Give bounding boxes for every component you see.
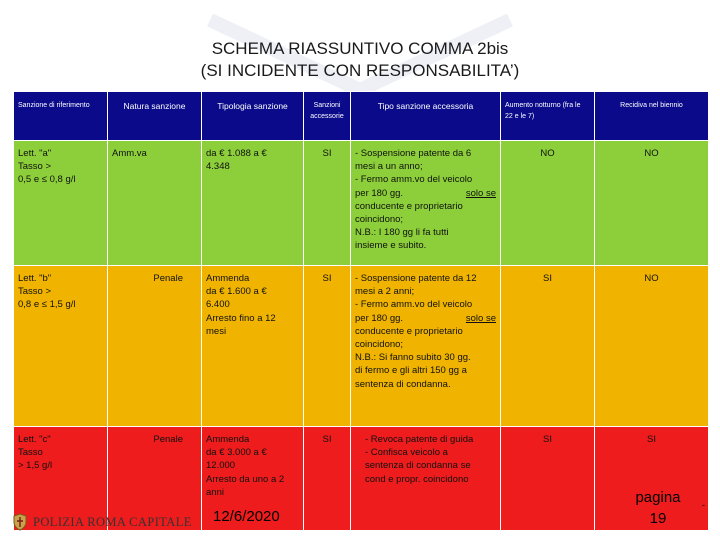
- rif-line: Lett. "a": [18, 148, 52, 159]
- tipologia-line: da € 1.088 a €: [206, 148, 267, 159]
- rif-line: Lett. "c": [18, 434, 51, 445]
- tipologia-line: Ammenda: [206, 273, 250, 284]
- tipo-line: conducente e proprietario: [355, 200, 463, 212]
- header-accessorie: [304, 92, 351, 141]
- title-line-2: (SI INCIDENTE CON RESPONSABILITA’): [200, 61, 520, 80]
- pagina-label: pagina: [635, 489, 681, 506]
- tipologia-line: mesi: [206, 325, 227, 337]
- cell-natura: Penale: [108, 427, 202, 531]
- rif-line: Tasso: [18, 447, 43, 459]
- tipo-line: N.B.: I 180 gg li fa tutti: [355, 227, 449, 239]
- header-tipo-accessoria: Tipo sanzione accessoria: [351, 92, 501, 141]
- rif-line: Lett. "b": [18, 273, 52, 284]
- tipologia-line: 6.400: [206, 299, 230, 311]
- tipologia-line: Arresto fino a 12: [206, 312, 276, 324]
- cell-riferimento: [14, 141, 108, 266]
- page-number: 19: [649, 510, 667, 527]
- tipo-line: - Sospensione patente da 12: [355, 273, 477, 284]
- cell-accessorie: SI: [304, 266, 351, 427]
- cell-aumento: NO: [501, 141, 595, 266]
- cell-recidiva: NO: [595, 141, 709, 266]
- rif-line: 0,8 e ≤ 1,5 g/l: [18, 299, 76, 311]
- tipo-underlined: solo se: [465, 187, 496, 199]
- crest-icon: [12, 513, 28, 531]
- tipo-line: [355, 312, 496, 325]
- header-accessorie-line2: accessorie: [310, 113, 344, 120]
- tipologia-line: Ammenda: [206, 434, 250, 445]
- rif-line: Tasso >: [18, 286, 52, 298]
- header-aumento-line1: Aumento notturno (fra le: [505, 102, 581, 109]
- cell-aumento: SI: [501, 266, 595, 427]
- cell-accessorie: SI: [304, 141, 351, 266]
- tipo-line: di fermo e gli altri 150 gg a: [355, 365, 467, 377]
- tipo-line: [355, 187, 496, 200]
- table-row-b: [14, 266, 709, 427]
- header-aumento-line2: 22 e le 7): [505, 113, 535, 120]
- slide-title: [0, 38, 720, 82]
- tipo-line: - Fermo amm.vo del veicolo: [355, 174, 473, 186]
- header-natura: Natura sanzione: [108, 92, 202, 141]
- logo-text: POLIZIA ROMA CAPITALE: [33, 514, 192, 529]
- tipo-line: sentenza di condanna.: [355, 378, 451, 390]
- tipo-segment: per 180 gg.: [355, 312, 404, 324]
- tipo-line: conducente e proprietario: [355, 325, 463, 337]
- summary-table: [13, 91, 709, 531]
- header-sanzione: Sanzione di riferimento: [14, 92, 108, 141]
- cell-tipo-accessoria: [351, 427, 501, 531]
- header-tipologia: Tipologia sanzione: [202, 92, 304, 141]
- slide-date: 12/6/2020: [213, 508, 280, 525]
- tipologia-line: anni: [206, 486, 224, 498]
- title-line-1: SCHEMA RIASSUNTIVO COMMA 2bis: [211, 39, 509, 58]
- tipo-underlined: solo se: [465, 312, 496, 324]
- tipologia-line: 12.000: [206, 460, 236, 472]
- header-accessorie-line1: Sanzioni: [313, 102, 341, 109]
- cell-aumento: SI: [501, 427, 595, 531]
- cell-tipo-accessoria: [351, 141, 501, 266]
- tipo-line: - Fermo amm.vo del veicolo: [355, 299, 473, 311]
- tipologia-line: da € 3.000 a €: [206, 447, 267, 459]
- tipo-line: mesi a 2 anni;: [355, 286, 415, 298]
- cell-riferimento: [14, 266, 108, 427]
- page-indicator: [628, 487, 688, 529]
- rif-line: 0,5 e ≤ 0,8 g/l: [18, 174, 76, 186]
- cell-accessorie: SI: [304, 427, 351, 531]
- edge-mark: -: [702, 500, 705, 510]
- tipo-segment: per 180 gg.: [355, 187, 404, 199]
- cell-recidiva: NO: [595, 266, 709, 427]
- tipo-line: mesi a un anno;: [355, 161, 423, 173]
- table-header-row: [14, 92, 709, 141]
- footer-logo: [12, 513, 192, 531]
- table-row-a: [14, 141, 709, 266]
- tipo-line: - Confisca veicolo a: [365, 447, 448, 459]
- tipologia-line: Arresto da uno a 2: [206, 473, 285, 485]
- header-aumento: [501, 92, 595, 141]
- rif-line: > 1,5 g/l: [18, 460, 53, 472]
- cell-tipo-accessoria: [351, 266, 501, 427]
- tipo-line: N.B.: Si fanno subito 30 gg.: [355, 352, 471, 364]
- tipo-line: insieme e subito.: [355, 240, 427, 252]
- tipo-line: - Revoca patente di guida: [365, 434, 474, 445]
- rif-line: Tasso >: [18, 161, 52, 173]
- tipo-line: - Sospensione patente da 6: [355, 148, 472, 159]
- tipo-line: cond e propr. coincidono: [365, 473, 469, 485]
- tipo-line: coincidono;: [355, 339, 404, 351]
- cell-tipologia: [202, 141, 304, 266]
- header-recidiva: Recidiva nel biennio: [595, 92, 709, 141]
- cell-natura: Penale: [108, 266, 202, 427]
- cell-tipologia: [202, 266, 304, 427]
- cell-natura: Amm.va: [108, 141, 202, 266]
- tipo-line: sentenza di condanna se: [365, 460, 471, 472]
- tipologia-line: da € 1.600 a €: [206, 286, 267, 298]
- cell-recidiva: SI: [595, 427, 709, 531]
- tipologia-line: 4.348: [206, 161, 230, 173]
- tipo-line: coincidono;: [355, 214, 404, 226]
